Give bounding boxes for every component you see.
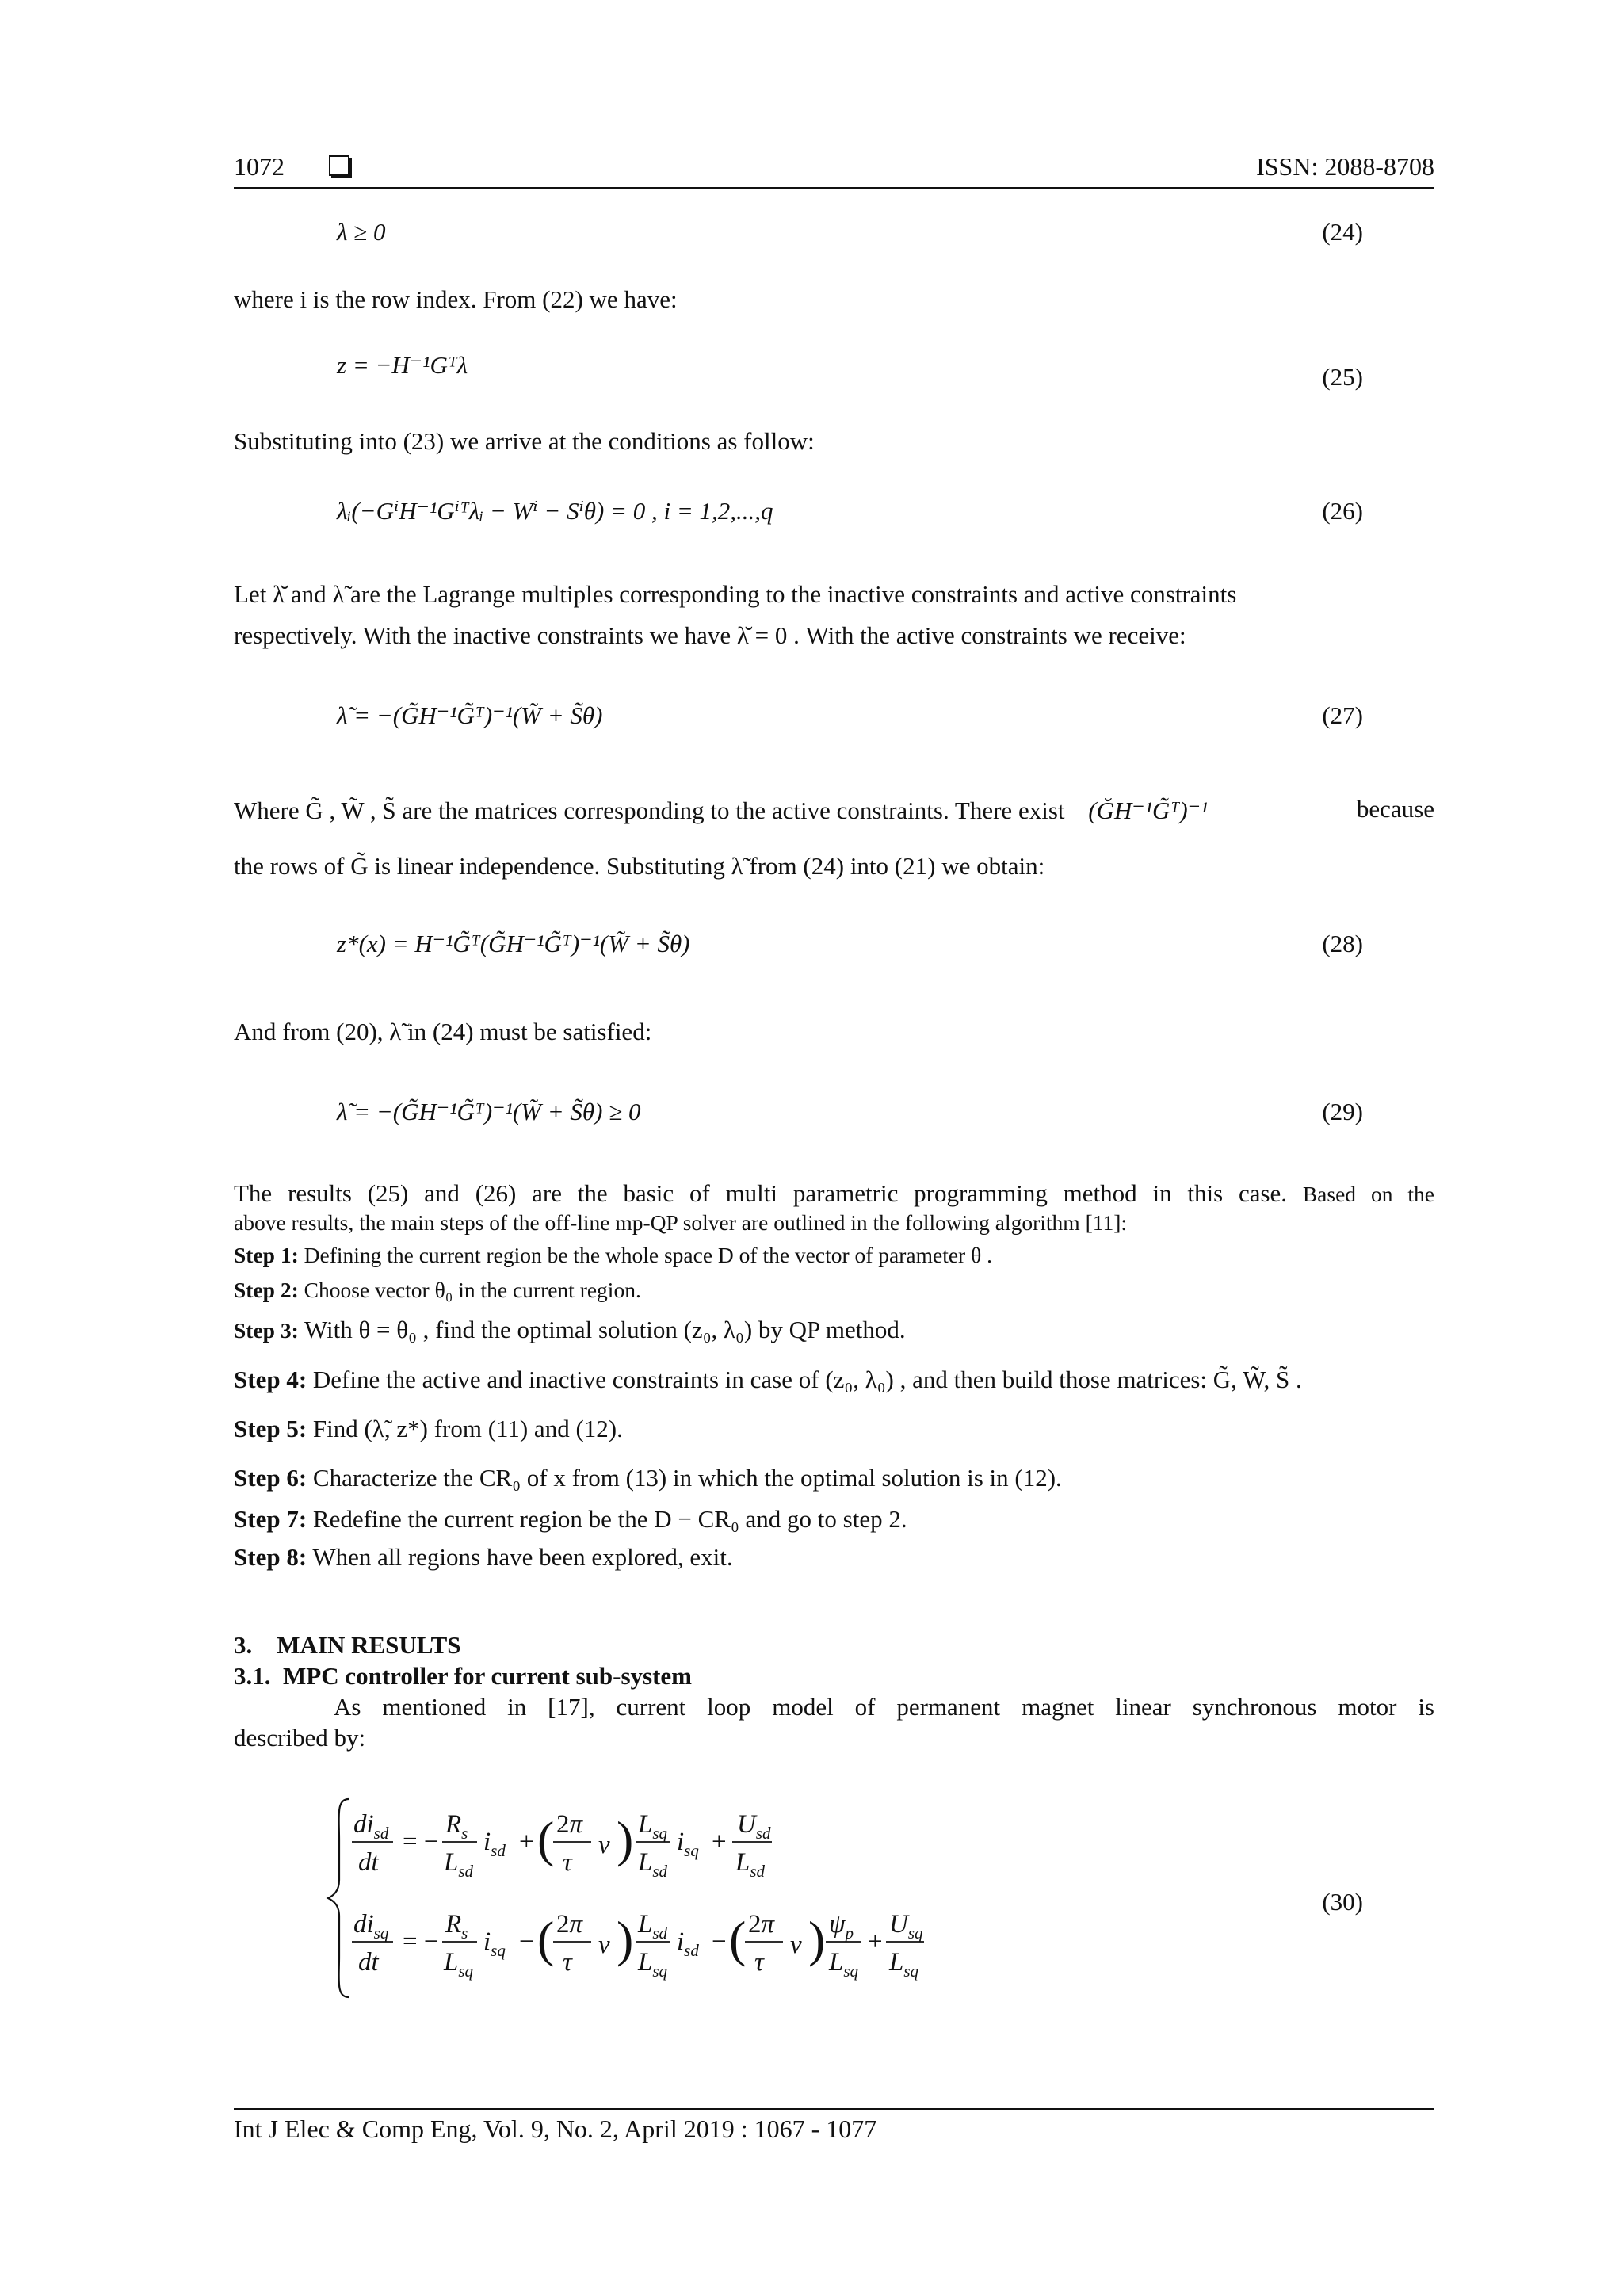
subsection-heading: 3.1. MPC controller for current sub-system bbox=[234, 1662, 692, 1690]
paragraph-and-from: And from (20), λ̃ in (24) must be satisfied: bbox=[234, 1018, 652, 1045]
svg-text:τ: τ bbox=[563, 1848, 572, 1877]
step-3 bbox=[234, 1316, 906, 1344]
svg-text:disq: $di_{sq}$ bbox=[353, 1910, 389, 1943]
paragraph-where bbox=[234, 795, 1434, 827]
paragraph-where-text: Where G̃ , W̃ , S̃ are the matrices corresponding to the active constraints. There exist bbox=[234, 797, 1065, 824]
svg-text:τ: τ bbox=[563, 1948, 572, 1977]
step-2-text: Choose vector θ₀ in the current region. bbox=[304, 1278, 641, 1302]
step-1 bbox=[234, 1243, 992, 1268]
paragraph-where-end: because bbox=[1356, 795, 1434, 823]
footer-rule bbox=[234, 2108, 1434, 2110]
step-4-label: Step 4: bbox=[234, 1366, 307, 1393]
svg-text:+: + bbox=[519, 1828, 534, 1856]
svg-text:Lsq: $L_{sq}$ bbox=[638, 1948, 668, 1981]
svg-text:ψp: $\psi_p$ bbox=[829, 1910, 854, 1943]
step-6-label: Step 6: bbox=[234, 1464, 307, 1492]
svg-text:Rs: $R_s$ bbox=[445, 1910, 468, 1943]
svg-text:(: ( bbox=[537, 1911, 555, 1967]
svg-text:isd: $i_{sd}$ bbox=[483, 1828, 506, 1860]
svg-text:disd: $di_{sd}$ bbox=[353, 1810, 389, 1843]
svg-text:(: ( bbox=[729, 1911, 747, 1967]
svg-text:): ) bbox=[617, 1911, 634, 1967]
svg-text:isq: $i_{sq}$ bbox=[677, 1828, 699, 1860]
step-2-label: Step 2: bbox=[234, 1278, 299, 1302]
step-2 bbox=[234, 1278, 641, 1303]
equation-number-28: (28) bbox=[1322, 930, 1363, 957]
step-1-label: Step 1: bbox=[234, 1243, 299, 1267]
svg-text:Usd: $U_{sd}$ bbox=[737, 1810, 771, 1843]
svg-text:isd: $i_{sd}$ bbox=[677, 1927, 699, 1960]
step-6 bbox=[234, 1464, 1062, 1492]
step-7 bbox=[234, 1505, 907, 1534]
svg-text:isq: $i_{sq}$ bbox=[483, 1927, 506, 1960]
footer-citation: Int J Elec & Comp Eng, Vol. 9, No. 2, April 2019 : 1067 - 1077 bbox=[234, 2115, 877, 2143]
svg-text:Rs: $R_s$ bbox=[445, 1810, 468, 1843]
svg-text:v: v bbox=[598, 1931, 610, 1959]
svg-text:Usq: $U_{sq}$ bbox=[889, 1910, 923, 1943]
equation-number-26: (26) bbox=[1322, 497, 1363, 525]
svg-text:v: v bbox=[790, 1931, 802, 1959]
paragraph-lagrange-line2: respectively. With the inactive constraints we have λ̆ = 0 . With the active constraints we receive: bbox=[234, 621, 1186, 649]
section-heading: 3. MAIN RESULTS bbox=[234, 1631, 461, 1659]
step-3-label: Step 3: bbox=[234, 1318, 299, 1343]
svg-text:2π: 2π bbox=[556, 1910, 583, 1939]
svg-text:dt: dt bbox=[358, 1848, 379, 1877]
svg-text:τ: τ bbox=[754, 1948, 764, 1977]
svg-text:Lsd: $L_{sd}$ bbox=[638, 1848, 668, 1881]
svg-text:+: + bbox=[712, 1828, 727, 1856]
svg-text:= −: = − bbox=[403, 1927, 439, 1956]
issn: ISSN: 2088-8708 bbox=[1256, 152, 1434, 181]
equation-27: λ̃ = −(G̃H⁻¹G̃ᵀ)⁻¹(W̃ + S̃θ) bbox=[337, 701, 603, 729]
paragraph-current-loop-line1: As mentioned in [17], current loop model of permanent magnet linear synchronous motor is bbox=[334, 1693, 1434, 1721]
paragraph-current-loop-line2: described by: bbox=[234, 1724, 366, 1752]
svg-text:−: − bbox=[519, 1927, 534, 1956]
equation-30 bbox=[325, 1793, 927, 2007]
equation-29: λ̃ = −(G̃H⁻¹G̃ᵀ)⁻¹(W̃ + S̃θ) ≥ 0 bbox=[337, 1098, 641, 1125]
paragraph-where-math: (ĞH⁻¹G̃ᵀ)⁻¹ bbox=[1088, 797, 1209, 824]
svg-text:2π: 2π bbox=[556, 1810, 583, 1839]
equation-26: λᵢ(−GⁱH⁻¹Gⁱᵀλᵢ − Wⁱ − Sⁱθ) = 0 , i = 1,2,...,q bbox=[337, 497, 773, 525]
svg-text:Lsd: $L_{sd}$ bbox=[735, 1848, 766, 1881]
svg-text:): ) bbox=[808, 1911, 826, 1967]
step-3-text: With θ = θ₀ , find the optimal solution (z₀, λ₀) by QP method. bbox=[304, 1316, 906, 1343]
paragraph-lagrange-line1: Let λ̆ and λ̃ are the Lagrange multiples corresponding to the inactive constraints and active constraints bbox=[234, 580, 1237, 608]
equation-number-25: (25) bbox=[1322, 363, 1363, 391]
svg-text:= −: = − bbox=[403, 1828, 439, 1856]
svg-text:): ) bbox=[617, 1811, 634, 1867]
equation-24: λ ≥ 0 bbox=[337, 218, 386, 246]
step-7-text: Redefine the current region be the D − CR₀ and go to step 2. bbox=[312, 1505, 907, 1533]
svg-text:−: − bbox=[712, 1927, 727, 1956]
svg-text:Lsq: $L_{sq}$ bbox=[829, 1948, 859, 1981]
equation-28: z*(x) = H⁻¹G̃ᵀ(G̃H⁻¹G̃ᵀ)⁻¹(W̃ + S̃θ) bbox=[337, 930, 690, 957]
page-header bbox=[234, 152, 1434, 189]
svg-text:v: v bbox=[598, 1831, 610, 1859]
paragraph-substituting: Substituting into (23) we arrive at the conditions as follow: bbox=[234, 427, 815, 455]
step-4-text: Define the active and inactive constraints in case of (z₀, λ₀) , and then build those matrices: G̃, W̃, S̃ . bbox=[312, 1366, 1302, 1393]
equation-number-30: (30) bbox=[1322, 1888, 1363, 1916]
page-number: 1072 bbox=[234, 152, 349, 181]
paragraph-rows: the rows of G̃ is linear independence. Substituting λ̃ from (24) into (21) we obtain: bbox=[234, 852, 1045, 880]
svg-text:Lsq: $L_{sq}$ bbox=[444, 1948, 474, 1981]
equation-number-27: (27) bbox=[1322, 701, 1363, 729]
svg-text:Lsd: $L_{sd}$ bbox=[444, 1848, 474, 1881]
paragraph-row-index: where i is the row index. From (22) we have: bbox=[234, 285, 678, 313]
step-5 bbox=[234, 1415, 623, 1443]
svg-text:(: ( bbox=[537, 1811, 555, 1867]
step-8 bbox=[234, 1543, 733, 1572]
step-5-label: Step 5: bbox=[234, 1415, 307, 1442]
step-8-text: When all regions have been explored, exit. bbox=[312, 1543, 733, 1571]
equation-number-29: (29) bbox=[1322, 1098, 1363, 1125]
svg-text:+: + bbox=[868, 1927, 883, 1956]
step-5-text: Find (λ̃, z*) from (11) and (12). bbox=[312, 1415, 623, 1442]
square-icon bbox=[329, 155, 349, 176]
equation-25: z = −H⁻¹Gᵀλ bbox=[337, 351, 468, 379]
svg-text:2π: 2π bbox=[748, 1910, 775, 1939]
svg-text:Lsq: $L_{sq}$ bbox=[889, 1948, 919, 1981]
step-8-label: Step 8: bbox=[234, 1543, 307, 1571]
equation-number-24: (24) bbox=[1322, 218, 1363, 246]
paragraph-results-line2: above results, the main steps of the off-line mp-QP solver are outlined in the following algorithm [11]: bbox=[234, 1210, 1128, 1235]
step-1-text: Defining the current region be the whole space D of the vector of parameter θ . bbox=[304, 1243, 992, 1267]
step-4 bbox=[234, 1366, 1302, 1394]
svg-text:Lsd: $L_{sd}$ bbox=[638, 1910, 668, 1943]
svg-text:Lsq: $L_{sq}$ bbox=[638, 1810, 668, 1843]
step-7-label: Step 7: bbox=[234, 1505, 307, 1533]
paragraph-results-small: Based on the bbox=[1302, 1182, 1434, 1206]
paragraph-results-line1 bbox=[234, 1178, 1434, 1209]
step-6-text: Characterize the CR₀ of x from (13) in which the optimal solution is in (12). bbox=[312, 1464, 1062, 1492]
paragraph-results-text: The results (25) and (26) are the basic of multi parametric programming method in this case. bbox=[234, 1179, 1288, 1207]
svg-text:dt: dt bbox=[358, 1948, 379, 1977]
